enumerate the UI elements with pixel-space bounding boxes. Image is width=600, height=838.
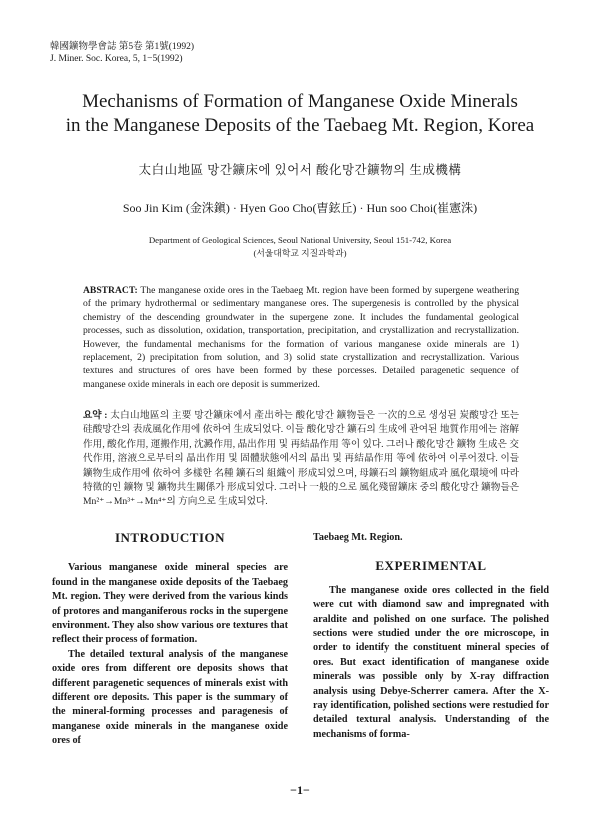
affiliation-block [30, 234, 570, 260]
right-column [313, 531, 549, 742]
introduction-heading: INTRODUCTION [114, 530, 225, 545]
affiliation: Department of Geological Sciences, Seoul National University, Seoul 151-742, Korea [148, 235, 452, 245]
paper-title [30, 90, 570, 138]
page-number: −1− [290, 783, 310, 797]
introduction-paragraph-2: The detailed textural analysis of the manganese oxide ores from different ore deposits shows that different paragenetic sequences of minerals exist with different ore deposits. This paper is the summary of the mineral-forming processes and paragenesis of manganese oxide minerals in the manganese oxide ores of [52, 648, 288, 747]
korean-abstract [83, 409, 519, 510]
affiliation-korean: (서울대학교 지질과학과) [253, 248, 347, 258]
korean-abstract-label: 요약 : [83, 410, 108, 421]
abstract-text: The manganese oxide ores in the Taebaeg Mt. region have been formed by supergene weathering of the primary hydrothermal or sedimentary manganese ores. The supergenesis is controlled by the physical chemistry of the descending groundwater in the supergene zone. It includes the fundamental geological processes, such as dissolution, oxidation, transportation, precipitation, and crystallization and recrystallization. However, the fundamental mechanisms for the formation of various manganese oxide minerals are 1) replacement, 2) precipitation from solution, and 3) solid state crystallization and recrystallization. Various textures and structures of ores have been formed by these porcesses. Detailed paragenetic sequence of manganese oxide minerals in each ore deposit is summerized. [83, 285, 519, 390]
title-line-2: in the Manganese Deposits of the Taebaeg Mt. Region, Korea [65, 115, 535, 136]
left-column [52, 531, 288, 749]
abstract [83, 284, 519, 391]
journal-citation [50, 41, 194, 65]
authors: Soo Jin Kim (金洙鎭) · Hyen Goo Cho(曺鉉丘) · Hun soo Choi(崔憲洙) [122, 201, 478, 215]
journal-korean: 韓國鑛物學會誌 第5卷 第1號(1992) [50, 42, 195, 52]
journal-english: J. Miner. Soc. Korea, 5, 1−5(1992) [50, 54, 183, 64]
abstract-label: ABSTRACT: [83, 285, 138, 296]
korean-abstract-text: 太白山地區의 主要 망간鑛床에서 產出하는 酸化망간 鑛物들은 一次的으로 생성된 炭酸망간 또는 硅酸망간의 表成風化作用에 依하여 生成되었다. 이들 酸化망간 鑛石의 生成에 관여된 地質作用에는 溶解作用, 酸化作用, 運搬作用, 沈澱作用, 晶出作用 및 再結晶作用 等이 있다. 그러나 酸化망간 鑛物 生成은 交代作用, 溶液으로부터의 晶出作用 및 固體狀態에서의 晶出 및 再結晶作用 等에 依하여 이루어졌다. 이들 鑛物生成作用에 依하여 多樣한 名種 鑛石의 組織이 形成되었으며, 母鑛石의 鑛物組成과 風化環境에 따라 特徵的인 鑛物 및 鑛物共生關係가 形成되었다. 그러나 一般的으로 風化殘留鑛床 중의 酸化망간 鑛物들은 Mn²⁺→Mn³⁺→Mn⁴⁺의 方向으로 生成되었다. [83, 410, 519, 508]
introduction-continued: Taebaeg Mt. Region. [313, 532, 403, 543]
korean-title: 太白山地區 망간鑛床에 있어서 酸化망간鑛物의 生成機構 [138, 163, 462, 177]
experimental-heading: EXPERIMENTAL [375, 558, 487, 574]
experimental-paragraph-1: The manganese oxide ores collected in the field were cut with diamond saw and impregnated with araldite and polished on one surface. The polished sections were studied under the ore microscope, in order to identify the constituent mineral species of ores. But exact identification of manganese oxide minerals was possible only by X-ray diffraction analysis using Debye-Scherrer camera. After the X-ray identification, polished sections were restudied for detailed textural analysis. Understanding of the mechanisms of forma- [313, 584, 549, 740]
introduction-paragraph-1: Various manganese oxide mineral species are found in the manganese oxide deposits of the Taebaeg Mt. region. They were derived from the various kinds of protores and manganiferous rocks in the supergene environment. They also show various ore textures that reflect their process of formation. [52, 562, 288, 646]
title-line-1: Mechanisms of Formation of Manganese Oxide Minerals [82, 91, 518, 112]
